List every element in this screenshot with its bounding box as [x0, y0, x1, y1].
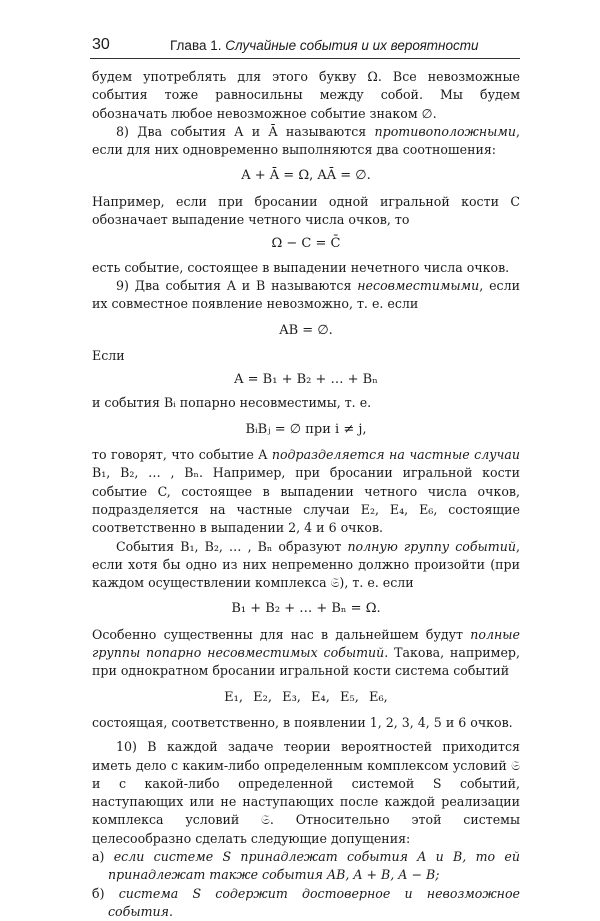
- term-incompatible: несовместимыми: [357, 277, 480, 293]
- list-text: если системе S принадлежат события A и B, то ей принадлежат также события AB, A + B, A − B;: [108, 848, 520, 883]
- term-full-group: полную группу событий: [347, 538, 516, 554]
- chapter-prefix: Глава 1.: [170, 38, 222, 53]
- paragraph-opposite-events: [92, 123, 520, 160]
- paragraph-system: 10) В каждой задаче теории вероятностей приходится иметь дело с каким-либо определенным комплексом условий 𝔖 и с какой-либо определенной системой S событий, наступающих или не наступающих после каждой реализации комплекса условий 𝔖. Относительно этой системы целесообразно сделать следующие допущения:: [92, 739, 520, 846]
- paragraph-if: Если: [92, 347, 125, 363]
- formula-pairwise: BᵢBⱼ = ∅ при i ≠ j,: [245, 421, 367, 437]
- text-run: События B₁, B₂, … , Bₙ образуют: [116, 538, 348, 554]
- running-header: [90, 30, 520, 59]
- list-text: система S содержит достоверное и невозможное события.: [108, 885, 520, 919]
- text-run: , если их совместное появление невозможно, т. е. если: [92, 277, 520, 312]
- formula-opposite: A + Ā = Ω, AĀ = ∅.: [241, 168, 371, 184]
- list-marker: а): [92, 848, 114, 864]
- chapter-heading: [170, 38, 478, 53]
- text-run: B₁, B₂, … , Bₙ. Например, при бросании игральной кости событие C, состоящее в выпадении четного числа очков, подразделяется на частные случаи E₂, E₄, E₆, состоящие соответственно в выпадении 2, 4 и 6 очков.: [92, 465, 520, 536]
- paragraph-full-group: [92, 538, 520, 593]
- text-run: Особенно существенны для нас в дальнейшем будут: [92, 626, 471, 642]
- chapter-title: Случайные события и их вероятности: [225, 38, 479, 53]
- list-item-b: [92, 885, 520, 921]
- term-opposite: противоположными: [374, 123, 516, 139]
- text-run: то говорят, что событие A: [92, 447, 272, 463]
- formula-events-list: E₁, E₂, E₃, E₄, E₅, E₆,: [224, 689, 388, 705]
- formula-ab-empty: AB = ∅.: [279, 322, 333, 338]
- paragraph-partition: [92, 446, 520, 537]
- page-number: 30: [92, 36, 110, 53]
- text-run: 8) Два события A и Ā называются: [116, 123, 375, 139]
- term-partition: подразделяется на частные случаи: [271, 447, 520, 463]
- paragraph-incompatible: [92, 277, 520, 314]
- term-full-incompatible: полные группы попарно несовместимых событий: [92, 626, 520, 661]
- paragraph-points: состоящая, соответственно, в появлении 1, 2, 3, 4, 5 и 6 очков.: [92, 714, 513, 730]
- page-body: [92, 68, 520, 921]
- paragraph-odd-points: есть событие, состоящее в выпадении нечетного числа очков.: [92, 259, 510, 275]
- list-item-a: [92, 848, 520, 885]
- text-run: . Такова, например, при однократном бросании игральной кости система событий: [92, 645, 520, 679]
- formula-full-group: B₁ + B₂ + … + Bₙ = Ω.: [231, 601, 381, 617]
- text-run: , если для них одновременно выполняются два соотношения:: [92, 123, 520, 158]
- list-marker: б): [92, 885, 119, 901]
- formula-complement: Ω − C = C̄: [271, 236, 341, 252]
- paragraph-pairwise: и события Bᵢ попарно несовместимы, т. е.: [92, 395, 372, 411]
- paragraph-example-die: Например, если при бросании одной игральной кости C обозначает выпадение четного числа очков, то: [92, 193, 520, 228]
- formula-sum: A = B₁ + B₂ + … + Bₙ: [234, 372, 378, 388]
- paragraph-continuation: будем употреблять для этого букву Ω. Все невозможные события тоже равносильны между собой. Мы будем обозначать любое невозможное событие знаком ∅.: [92, 69, 520, 121]
- text-run: , если хотя бы одно из них непременно должно произойти (при каждом осуществлении комплекса 𝔖), т. е. если: [92, 538, 520, 591]
- paragraph-important: [92, 626, 520, 681]
- text-run: 9) Два события A и B называются: [116, 277, 358, 293]
